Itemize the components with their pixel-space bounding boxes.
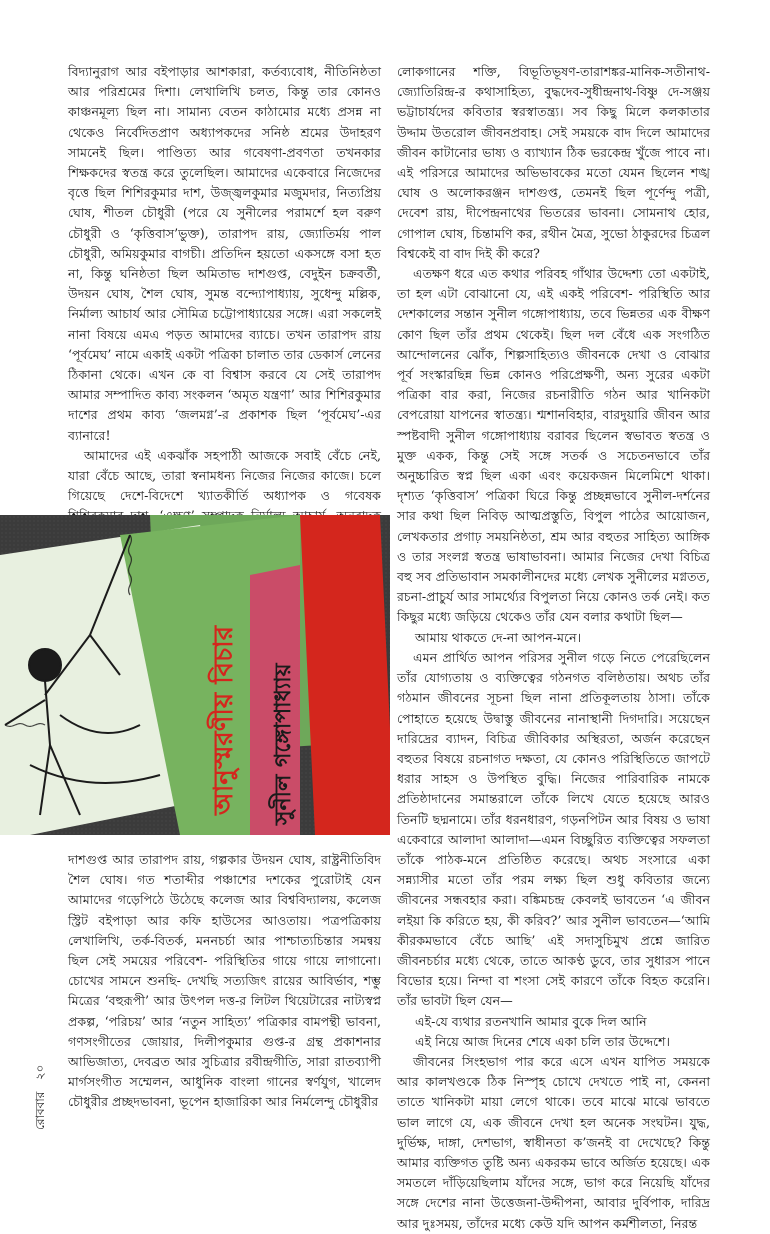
paragraph: আমাদের এই একঝাঁক সহপাঠী আজকে সবাই বেঁচে নেই, যারা বেঁচে আছে, তারা স্বনামধন্য নিজের নিজের কাজে। চলে গিয়েছে দেশে-বিদেশে খ্যাতকীর্তি অধ্যাপক ও গবেষক: [68, 447, 381, 504]
poem-line: এই নিয়ে আজ দিনের শেষে একা চলি তার উদ্দেশে।: [415, 1033, 671, 1049]
magazine-name: রোববার: [33, 1091, 47, 1130]
paragraph: জীবনের সিংহভাগ পার করে এসে এখন যাপিত সময়কে আর কালখণ্ডকে ঠিক নিস্পৃহ চোখে দেখতে পাই না, কেননা তাতে খানিকটা মায়া লেগে থাকে। তবে মাঝে মাঝে ভাবতে ভাল লাগে যে, এক জীবনে দেখা হল অনেক সংঘটন। যুদ্ধ, দুর্ভিক্ষ, দাঙ্গা, দেশভাগ, স্বাধীনতা ক’জনই বা দেখেছে? কিন্তু আমার ব্যক্তিগত তুষ্টি অন্য একরকম ভাবে অর্জিত হয়েছে। এক সমতলে দাঁড়িয়েছিলাম যাঁদের সঙ্গে, ভাগ করে নিয়েছি যাঁদের সঙ্গে দেশের নানা উত্তেজনা-উদ্দীপনা, আবার দুর্বিপাক, দারিদ্র আর দুঃসময়, তাঁদের মধ্যে কেউ যদি আপন কর্মশীলতা, নিরন্ত: [397, 1053, 710, 1231]
red-stripe: [300, 515, 390, 835]
paragraph: বিদ্যানুরাগ আর বইপাড়ার আশকারা, কর্তব্যবোধ, নীতিনিষ্ঠতা আর পরিশ্রমের দিশা। লেখালিখি চলত, কিন্তু তার কোনও কাঞ্চনমূল্য ছিল না। সামান্য বেতন কাঠামোর মধ্যে প্রসন্ন না থেকেও নির্বেদিতপ্রাণ অধ্যাপকদের সনিষ্ঠ শ্রমের উদাহরণ সামনেই ছিল। পাণ্ডিত্য আর গবেষণা-প্রবণতা তখনকার শিক্ষকদের স্বতন্ত্র করে তুলেছিল। আমাদের একেবারে নিজেদের বৃত্তে ছিল শিশিরকুমার দাশ, উজ্জ্বলকুমার মজুমদার, নিত্যপ্রিয় ঘোষ, শীতল চৌধুরী (পরে যে সুনীলের পরামর্শে হল বরুণ চৌধুরী ও ‘কৃত্তিবাস’ভুক্ত), তারাপদ রায়, জ্যোতির্ময় পাল চৌধুরী, অমিয়কুমার বাগচী। প্রতিদিন হয়তো একসঙ্গে বসা হত না, কিন্তু ঘনিষ্ঠতা ছিল অমিতাভ দাশগুপ্ত, বেদুইন চক্রবর্তী, উদয়ন ঘোষ, শৈল ঘোষ, সুমন্ত বন্দ্যোপাধ্যায়, সুধেন্দু মল্লিক, নির্মাল্য আচার্য আর সৌমিত্র চট্টোপাধ্যায়ের সঙ্গে। এরা সকলেই নানা বিষয়ে এমএ পড়ত আমাদের ব্যাচে। তখন তারাপদ রায় ‘পূর্বমেঘ’ নামে একাই একটা পত্রিকা চালাত তার ডেকার্স লেনের ঠিকানা থেকে। এখন কে বা বিশ্বাস করবে যে সেই তারাপদ আমার সম্পাদিত কাব্য সংকলন ‘অমৃত যন্ত্রণা’ আর শিশিরকুমার দাশের প্রথম কাব্য ‘জলমগ্ন’-র প্রকাশক ছিল ‘পূর্বমেঘ’-এর ব্যানারে!: [68, 64, 381, 443]
poem-line: এই-যে ব্যথার রতনখানি আমার বুকে দিল আনি: [415, 1013, 647, 1029]
cover-author: সুনীল গঙ্গোপাধ্যায়: [271, 663, 296, 825]
paragraph: দাশগুপ্ত আর তারাপদ রায়, গল্পকার উদয়ন ঘোষ, রাষ্ট্রনীতিবিদ শৈল ঘোষ। গত শতাব্দীর পঞ্চাশের দশকের পুরোটাই যেন আমাদের গড়েপিঠে উঠেছে কলেজ আর বিশ্ববিদ্যালয়, কলেজ স্ট্রিট বইপাড়া আর কফি হাউসের আওতায়। পত্রপত্রিকায় লেখালিখি, তর্ক-বিতর্ক, মননচর্চা আর পাশ্চাত্যচিন্তার সমন্বয় ছিল সেই সময়ের পরিবেশ- পরিস্থিতির গায়ে গায়ে লাগানো। চোখের সামনে শুনছি- দেখছি সত্যজিৎ রায়ের আবির্ভাব, শম্ভু মিত্রের ‘বহুরূপী’ আর উৎপল দত্ত-র লিটল থিয়েটারের নাট্যস্বপ্ন প্রকল্প, ‘পরিচয়’ আর ‘নতুন সাহিত্য’ পত্রিকার বামপন্থী ভাবনা, গণসংগীতের জোয়ার, দিলীপকুমার গুপ্ত-র গ্রন্থ প্রকাশনার আভিজাত্য, দেবব্রত আর সুচিত্রার রবীন্দ্রগীতি, সারা রাতব্যাপী মার্গসংগীত সম্মেলন, আধুনিক বাংলা গানের স্বর্ণযুগ, খালেদ চৌধুরীর প্রচ্ছদভাবনা, ভূপেন হাজারিকা আর নির্মলেন্দু চৌধুরীর: [68, 852, 381, 1110]
paragraph: এতক্ষণ ধরে এত কথার পরিবহ গাঁথার উদ্দেশ্য তো একটাই, তা হল এটা বোঝানো যে, এই একই পরিবেশ- পরিস্থিতি আর দেশকালের সন্তান সুনীল গঙ্গোপাধ্যায়, তবে ভিন্নতর এক বীক্ষণ কোণ ছিল তাঁর প্রথম থেকেই। ছিল দল বেঁধে এক সংগঠিত আন্দোলনের ঝোঁক, শিল্পসাহিত্যও জীবনকে দেখা ও বোঝার পূর্ব সংস্কারছিন্ন ভিন্ন কোনও পরিপ্রেক্ষণী, অন্য সুরের একটা পত্রিকা বার করা, নিজের রচনারীতি গঠন আর খানিকটা বেপরোয়া যাপনের স্বাতন্ত্র্য। শ্মশানবিহার, বারদুয়ারি জীবন আর স্পষ্টবাদী সুনীল গঙ্গোপাধ্যায় বরাবর ছিলেন স্বভাবত স্বতন্ত্র ও মুক্ত একক, কিন্তু সেই সঙ্গে সতর্ক ও সচেতনভাবে তাঁর অনুচ্চারিত স্বপ্ন ছিল একা এবং কয়েকজন মিলেমিশে থাকা। দৃশ্যত ‘কৃত্তিবাস’ পত্রিকা ঘিরে কিন্তু প্রচ্ছন্নভাবে সুনীল-দর্শনের সার কথা ছিল নিবিড় আত্মপ্রস্তুতি, বিপুল পাঠের আয়োজন, লেখকতার প্রগাঢ় সময়নিষ্ঠতা, শ্রম আর বহুতর সাহিত্য আঙ্গিক ও তার সংলগ্ন স্বতন্ত্র ভাষাভাবনা। আমার নিজের দেখা বিচিত্র বহু সব প্রতিভাবান সমকালীনদের মধ্যে লেখক সুনীলের মগ্নতত, রচনা-প্রাচুর্য আর সামর্থ্যের বিপুলতা নিয়ে কোনও তর্ক নেই। কত কিছুর মধ্যে জড়িয়ে থেকেও তাঁর যেন বলার কথাটা ছিল—: [397, 266, 710, 625]
article-column-right: [397, 62, 710, 1234]
book-cover-illustration: [0, 515, 390, 835]
footer-text: [32, 1065, 52, 1130]
article-column-left-top: [68, 62, 381, 547]
page-number: ২০: [33, 1064, 47, 1081]
paragraph: এমন প্রার্থিত আপন পরিসর সুনীল গড়ে নিতে পেরেছিলেন তাঁর যোগ্যতায় ও ব্যক্তিত্বের গঠনগত বলিষ্ঠতায়। অথচ তাঁর গঠমান জীবনের সূচনা ছিল নানা প্রতিকূলতায় ঠাসা। তাঁকে পোহাতে হয়েছে উদ্বাস্তু জীবনের নানাস্থানী দিগদারি। সয়েছেন দারিদ্রের ব্যাদন, বিচিত্র জীবিকার অস্থিরতা, অর্জন করেছেন বহুতর বিষয়ে রচনাগত দক্ষতা, যে কোনও পরিস্থিতিতে জাপটে ধরার সাহস ও উপস্থিত বুদ্ধি। নিজের পারিবারিক নামকে প্রতিষ্ঠাদানের সমান্তরালে তাঁকে লিখে যেতে হয়েছে আরও তিনটি ছদ্মনামে। তাঁর ধরনধারণ, গড়নপিটন আর বিষয় ও ভাষা একেবারে আলাদা আলাদা—এমন বিচ্ছুরিত ব্যক্তিত্বের সফলতা তাঁকে পাঠক-মনে প্রতিষ্ঠিত করেছে। অথচ সংসারে একা সন্ন্যাসীর মতো তাঁর পরম লক্ষ্য ছিল শুধু কবিতার জন্যে জীবনের সন্ধবহার করা। বঙ্কিমচন্দ্র কেবলই ভাবতেন ‘এ জীবন লইয়া কি করিতে হয়, কী করিব?’ আর সুনীল ভাবতেন—‘আমি কীরকমভাবে বেঁচে আছি’ এই সদাসুচিমুখ প্রশ্নে জারিত জীবনচর্চার মধ্যে থেকে, তাতে আকণ্ঠ ডুবে, তার সুধারস পানে বিভোর হয়ে। নিন্দা বা শংসা সেই কারণে তাঁকে বিহত করেনি। তাঁর ভাবটা ছিল যেন—: [397, 649, 710, 1009]
book-cover-image: [0, 515, 390, 835]
paragraph: লোকগানের শক্তি, বিভূতিভূষণ-তারাশঙ্কর-মানিক-সতীনাথ-জ্যোতিরিন্দ্র-র কথাসাহিত্য, বুদ্ধদেব-সুধীন্দ্রনাথ-বিষ্ণু দে-সঞ্জয় ভট্টাচার্যদের কবিতার স্বরস্বাতন্ত্র্য। সব কিছু মিলে কলকাতার উদ্দাম উতরোল জীবনপ্রবাহ। সেই সময়কে বাদ দিলে আমাদের জীবন কাটানোর ভাষ্য ও ব্যাখ্যান ঠিক ভরকেন্দ্র খুঁজে পাবে না। এই পরিসরে আমাদের অভিভাবকের মতো যেমন ছিলেন শঙ্খ ঘোষ ও অলোকরঞ্জন দাশগুপ্ত, তেমনই ছিল পূর্ণেন্দু পত্রী, দেবেশ রায়, দীপেন্দ্রনাথের ভিতরের ভাবনা। সোমনাথ হোর, গোপাল ঘোষ, চিন্তামণি কর, রথীন মৈত্র, সুভো ঠাকুরদের চিত্রল বিশ্বকেই বা বাদ দিই কী করে?: [397, 64, 710, 261]
poem-line: আমায় থাকতে দে-না আপন-মনে।: [415, 629, 582, 645]
article-column-left-bottom: [68, 850, 381, 1113]
page-footer: [14, 1000, 54, 1140]
cover-title: আনুস্মরণীয় বিচার: [209, 625, 239, 815]
